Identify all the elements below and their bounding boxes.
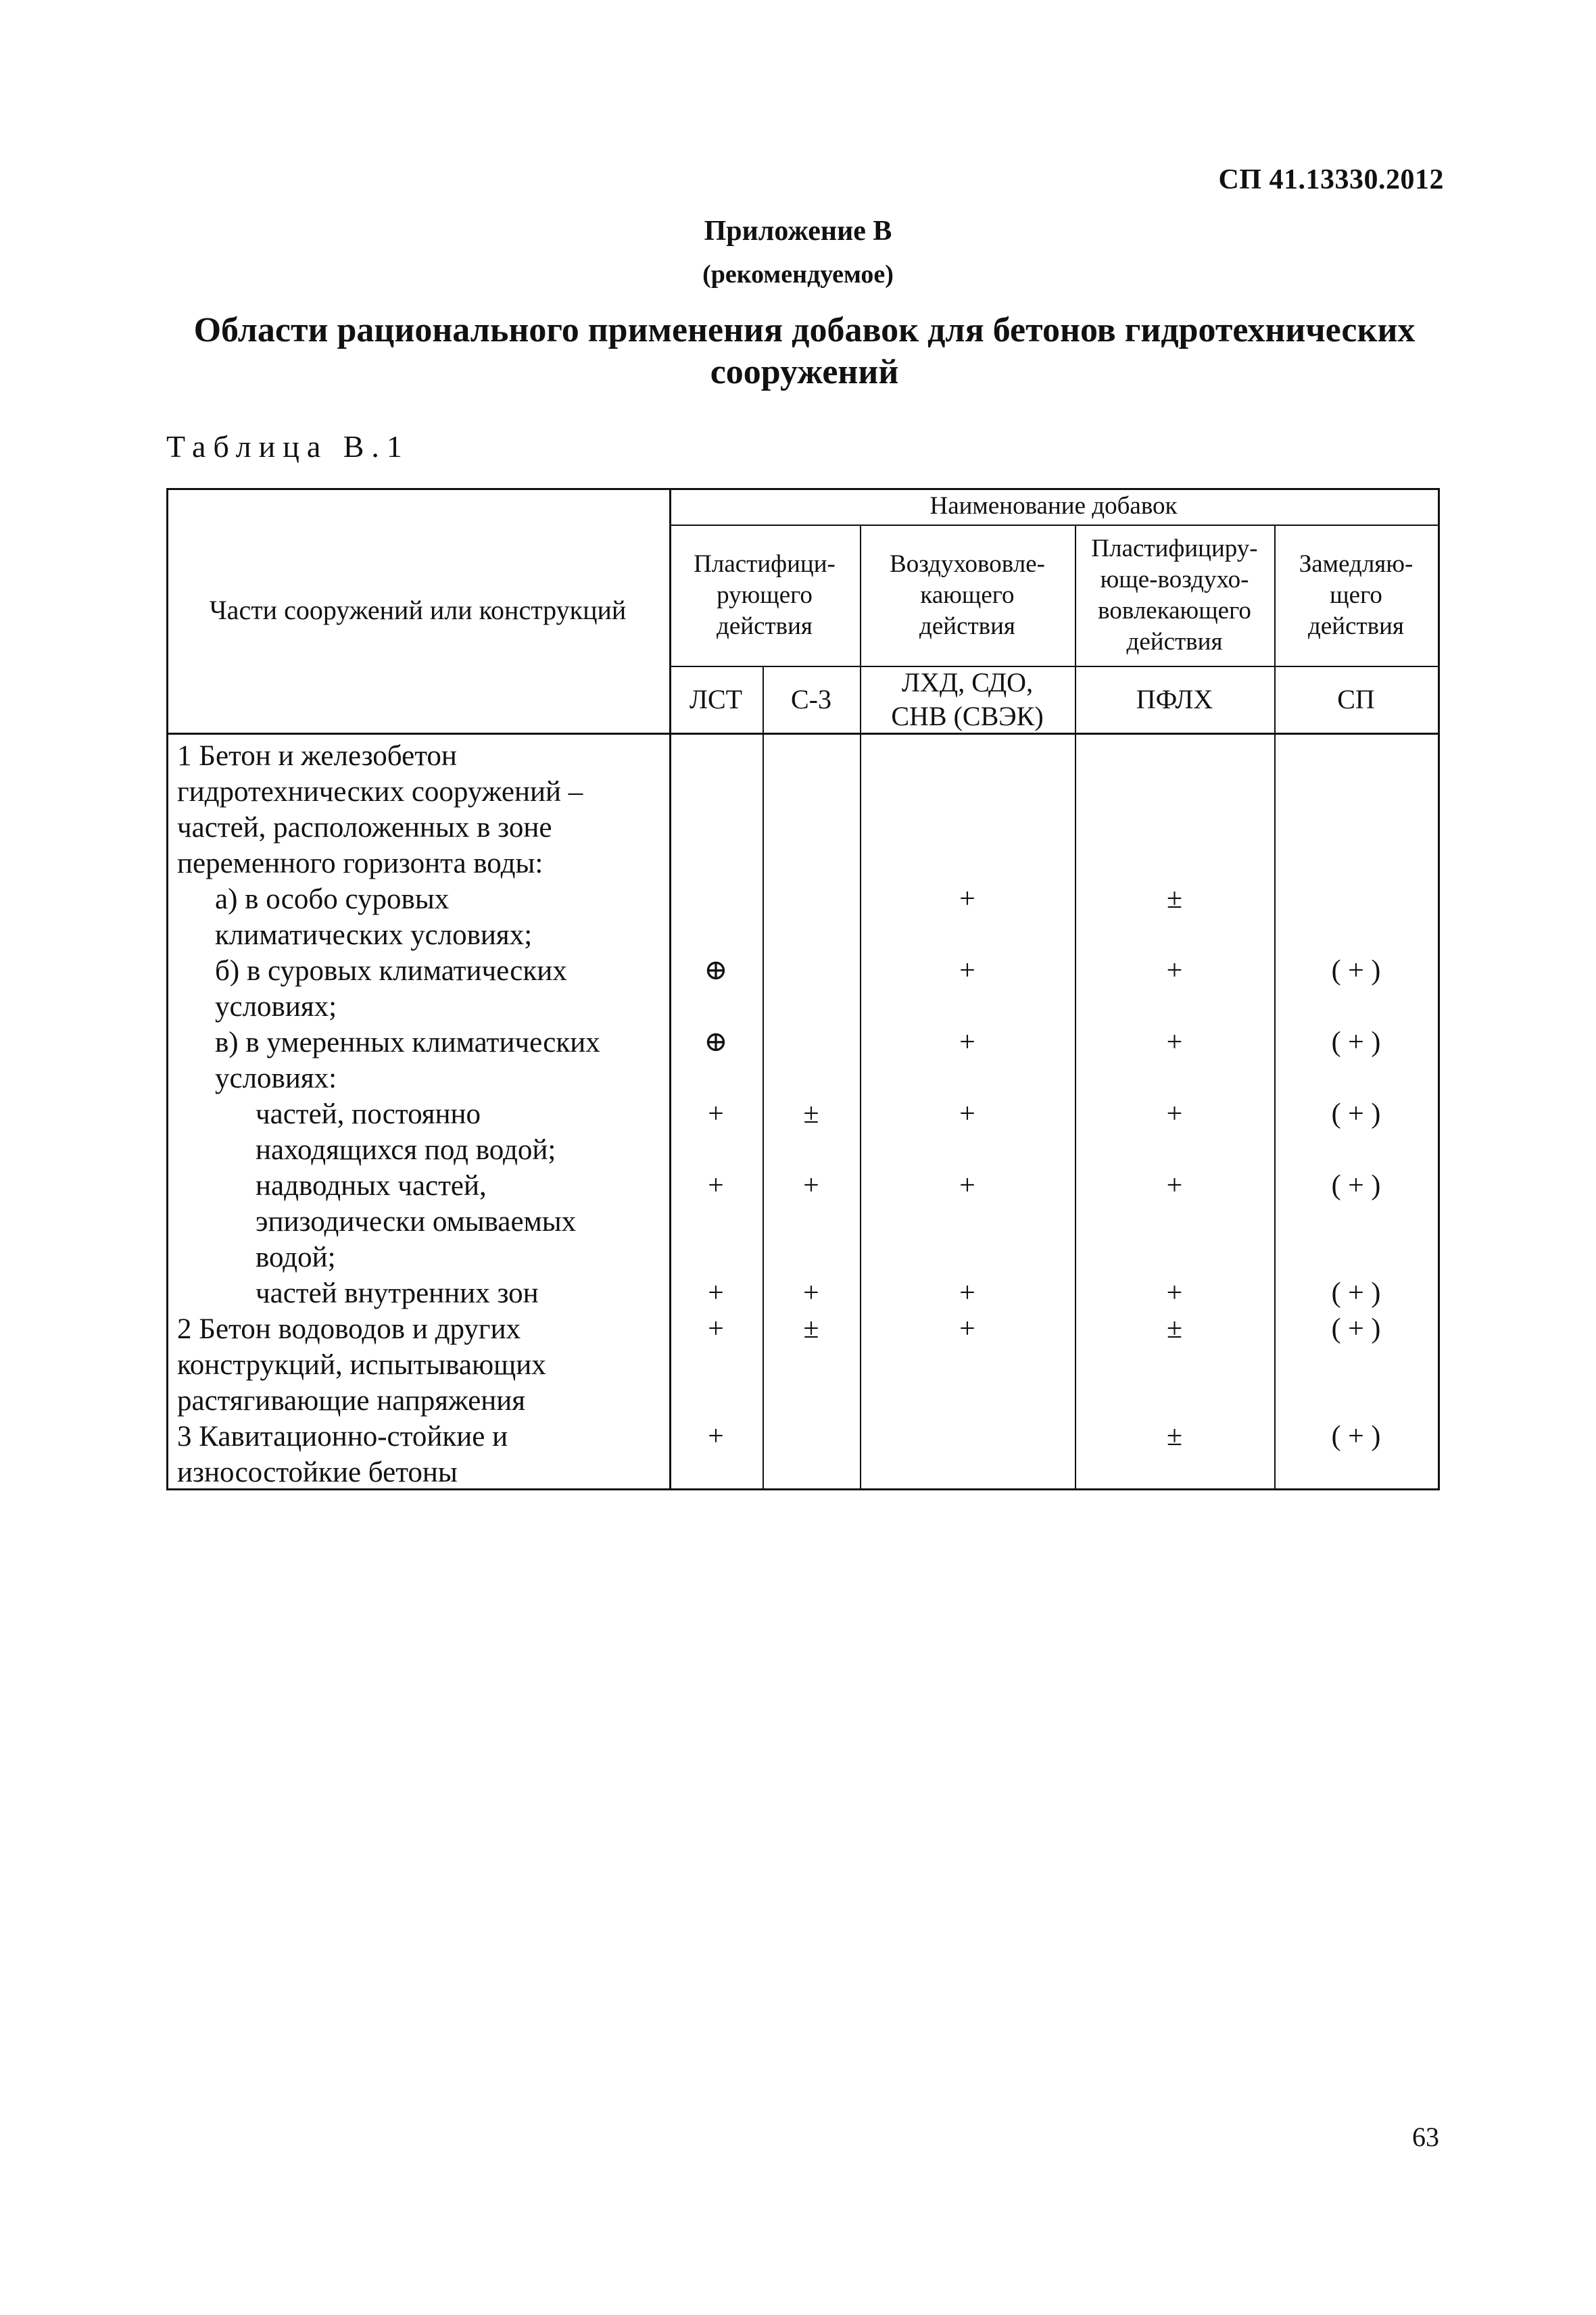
row-text-line: б) в суровых климатических bbox=[215, 955, 567, 987]
row-text-line: конструкций, испытывающих bbox=[177, 1349, 546, 1381]
applicability-mark: + bbox=[708, 1098, 724, 1129]
applicability-mark: + bbox=[959, 1170, 975, 1201]
applicability-mark: + bbox=[803, 1277, 819, 1309]
applicability-mark: + bbox=[1166, 1098, 1183, 1129]
appendix-title: Приложение В bbox=[704, 216, 892, 247]
applicability-mark: + bbox=[708, 1421, 724, 1452]
row-text-line: в) в умеренных климатических bbox=[215, 1027, 600, 1058]
row-text-line: надводных частей, bbox=[256, 1170, 487, 1202]
row-text-line: 1 Бетон и железобетон bbox=[177, 740, 457, 772]
applicability-mark: ( + ) bbox=[1331, 955, 1381, 986]
row-text-line: растягивающие напряжения bbox=[177, 1385, 526, 1417]
applicability-mark: + bbox=[803, 1170, 819, 1201]
row-text-line: переменного горизонта воды: bbox=[177, 848, 543, 879]
applicability-mark: ( + ) bbox=[1331, 1421, 1381, 1452]
group-header-air-entraining: Воздухововле- кающего действия bbox=[890, 550, 1045, 640]
applicability-mark: + bbox=[708, 1277, 724, 1309]
row-text-line: гидротехнических сооружений – bbox=[177, 776, 583, 808]
applicability-mark: + bbox=[959, 1027, 975, 1058]
code-header: ЛХД, СДО, СНВ (СВЭК) bbox=[891, 666, 1044, 731]
row-text-line: частей, постоянно bbox=[256, 1098, 481, 1130]
applicability-mark: ± bbox=[1166, 1421, 1183, 1452]
applicability-mark: + bbox=[959, 1098, 975, 1129]
row-text-line: частей внутренних зон bbox=[256, 1277, 539, 1309]
document-code: СП 41.13330.2012 bbox=[1218, 164, 1444, 195]
group-header-plasticizing: Пластифици- рующего действия bbox=[694, 550, 836, 640]
row-text-line: эпизодически омываемых bbox=[256, 1206, 577, 1238]
page-title: Области рационального применения добавок для бетонов гидротехнических сооружений bbox=[193, 311, 1416, 391]
table-caption: Таблица В.1 bbox=[166, 429, 410, 464]
row-text-line: водой; bbox=[256, 1242, 336, 1273]
applicability-mark: + bbox=[708, 1170, 724, 1201]
table-border bbox=[1438, 488, 1440, 1490]
table-rule bbox=[166, 733, 1438, 735]
parts-header: Части сооружений или конструкций bbox=[209, 595, 627, 625]
row-text-line: условиях; bbox=[215, 991, 337, 1023]
row-text-line: а) в особо суровых bbox=[215, 883, 450, 915]
applicability-mark: + bbox=[1166, 1170, 1183, 1201]
applicability-mark: ± bbox=[1166, 1313, 1183, 1344]
group-header-plasticizing-air-entraining: Пластифициру- юще-воздухо- вовлекающего действия bbox=[1091, 534, 1258, 656]
table-border bbox=[166, 488, 1438, 490]
appendix-type: (рекомендуемое) bbox=[702, 260, 894, 289]
applicability-mark: ± bbox=[1166, 883, 1183, 915]
applicability-mark: ( + ) bbox=[1331, 1098, 1381, 1129]
applicability-mark: ( + ) bbox=[1331, 1313, 1381, 1344]
applicability-mark: ⊕ bbox=[704, 955, 728, 986]
applicability-mark: ( + ) bbox=[1331, 1277, 1381, 1309]
row-text-line: 3 Кавитационно-стойкие и bbox=[177, 1421, 508, 1453]
row-text-line: условиях: bbox=[215, 1063, 337, 1094]
applicability-mark: ± bbox=[803, 1313, 819, 1344]
applicability-mark: ( + ) bbox=[1331, 1170, 1381, 1201]
additives-header: Наименование добавок bbox=[929, 492, 1178, 520]
code-header: СП bbox=[1337, 683, 1375, 714]
code-header: ЛСТ bbox=[689, 683, 743, 714]
row-text-line: частей, расположенных в зоне bbox=[177, 812, 552, 844]
applicability-mark: + bbox=[959, 1313, 975, 1344]
code-header: С-3 bbox=[791, 683, 831, 714]
applicability-mark: + bbox=[1166, 1027, 1183, 1058]
row-text-line: находящихся под водой; bbox=[256, 1134, 556, 1166]
applicability-mark: + bbox=[959, 955, 975, 986]
applicability-mark: + bbox=[1166, 955, 1183, 986]
applicability-mark: + bbox=[1166, 1277, 1183, 1309]
row-text-line: 2 Бетон водоводов и других bbox=[177, 1313, 521, 1345]
applicability-mark: ± bbox=[803, 1098, 819, 1129]
applicability-mark: + bbox=[708, 1313, 724, 1344]
table-border bbox=[166, 488, 168, 1490]
table-rule bbox=[669, 666, 1438, 667]
applicability-mark: ⊕ bbox=[704, 1027, 728, 1058]
group-header-retarding: Замедляю- щего действия bbox=[1299, 550, 1413, 640]
table-rule bbox=[763, 666, 764, 1488]
row-text-line: износостойкие бетоны bbox=[177, 1457, 458, 1488]
code-header: ПФЛХ bbox=[1136, 683, 1213, 714]
applicability-mark: + bbox=[959, 883, 975, 915]
row-text-line: климатических условиях; bbox=[215, 919, 533, 951]
applicability-mark: + bbox=[959, 1277, 975, 1309]
page-number: 63 bbox=[1412, 2122, 1439, 2152]
table-rule bbox=[669, 525, 1438, 526]
applicability-mark: ( + ) bbox=[1331, 1027, 1381, 1058]
